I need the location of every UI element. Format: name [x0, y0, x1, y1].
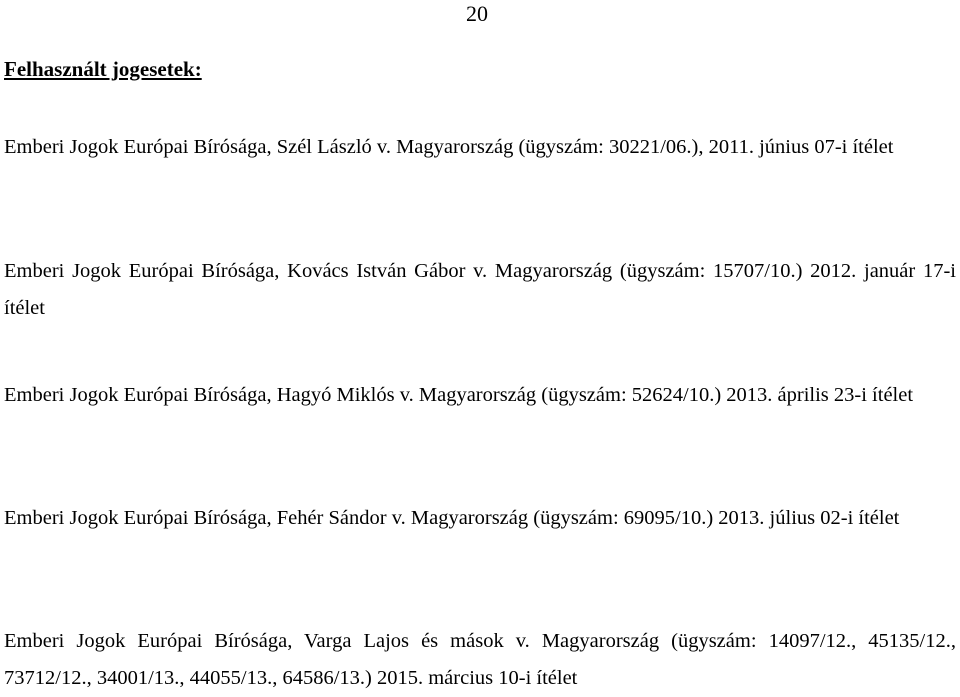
case-entry: Emberi Jogok Európai Bírósága, Szél László v. Magyarország (ügyszám: 30221/06.), 2011. június 07-i ítélet — [4, 136, 894, 158]
page-number: 20 — [466, 1, 488, 26]
case-entry: Emberi Jogok Európai Bírósága, Kovács István Gábor v. Magyarország (ügyszám: 15707/10.) 2012. január 17-i ítélet — [4, 260, 956, 319]
section-heading: Felhasznált jogesetek: — [4, 57, 202, 81]
case-entry: Emberi Jogok Európai Bírósága, Fehér Sándor v. Magyarország (ügyszám: 69095/10.) 2013. július 02-i ítélet — [4, 507, 900, 529]
case-entry: Emberi Jogok Európai Bírósága, Hagyó Miklós v. Magyarország (ügyszám: 52624/10.) 2013. április 23-i ítélet — [4, 384, 914, 406]
case-entry: Emberi Jogok Európai Bírósága, Varga Lajos és mások v. Magyarország (ügyszám: 14097/12., 45135/12., 73712/12., 34001/13., 44055/13., 64586/13.) 2015. március 10-i ítélet — [4, 630, 956, 689]
